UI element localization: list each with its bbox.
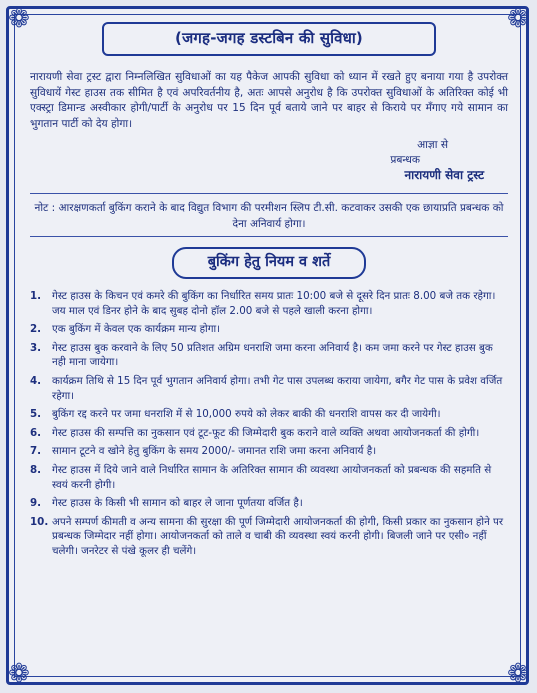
corner-ornament-icon: ❁ [507,4,529,34]
page-title: (जगह-जगह डस्टबिन की सुविधा) [102,22,436,56]
rule-item [30,341,508,370]
rule-number: 2. [30,323,42,336]
signature-line-1: आज्ञा से [417,139,448,151]
rule-number: 7. [30,445,42,458]
corner-ornament-icon: ❁ [507,659,529,689]
divider [30,236,508,237]
rule-item [30,426,508,441]
rule-text: गेस्ट हाउस की सम्पत्ति का नुकसान एवं टूट-फूट की जिम्मेदारी बुक कराने वाले व्यक्ति अथवा आयोजनकर्ता की होगी। [52,426,480,439]
rules-list [30,289,508,559]
rule-number: 8. [30,463,42,476]
rule-item [30,463,508,492]
rule-number: 3. [30,341,42,354]
rule-item [30,407,508,422]
rule-number: 10. [30,515,49,528]
rule-text: गेस्ट हाउस के किचन एवं कमरे की बुकिंग का निर्धारित समय प्रातः 10:00 बजे से दूसरे दिन प्रातः 8.00 बजे तक रहेगा। जय माल एवं डिनर होने के बाद सुबह दोनो हॉल 2.00 बजे से पहले खाली करना होगा। [52,290,496,317]
rule-number: 5. [30,408,42,421]
signature-line-2: प्रबन्धक [390,154,420,166]
corner-ornament-icon: ❁ [8,659,30,689]
rule-number: 1. [30,290,42,302]
intro-paragraph: नारायणी सेवा ट्रस्ट द्वारा निम्नलिखित सुविधाओं का यह पैकेज आपकी सुविधा को ध्यान में रखते हुए बनाया गया है उपरोक्त सुविधायें गेस्ट हाउस तक सीमित है एवं अपरिवर्तनीय है, अतः आपसे अनुरोध है कि उपरोक्त सुविधाओं के अतिरिक्त कोई भी एक्स्ट्रा डिमान्ड अस्वीकार होगी/पार्टी के अनुरोध पर 15 दिन पूर्व बताये जाने पर बाहर से किराये पर मँगाए गये सामान का भुगतान पार्टी को देय होगा। [30,71,508,130]
rules-heading: बुकिंग हेतु नियम व शर्ते [172,247,366,279]
rule-text: गेस्ट हाउस के किसी भी सामान को बाहर ले जाना पूर्णतया वर्जित है। [52,497,303,510]
corner-ornament-icon: ❁ [8,4,30,34]
note-section [30,193,508,237]
rule-item [30,374,508,403]
rule-item [30,444,508,459]
rule-text: एक बुकिंग में केवल एक कार्यक्रम मान्य होगा। [52,323,221,336]
rule-text: सामान टूटने व खोने हेतु बुकिंग के समय 2000/- जमानत राशि जमा करना अनिवार्य है। [52,445,377,458]
rule-number: 9. [30,497,42,510]
rule-item [30,289,508,318]
rule-text: बुकिंग रद्द करने पर जमा धनराशि में से 10,000 रुपये को लेकर बाकी की धनराशि वापस कर दी जायेगी। [52,408,441,421]
document-body [30,22,508,563]
rule-text: गेस्ट हाउस में दिये जाने वाले निर्धारित सामान के अतिरिक्त सामान की व्यवस्था आयोजनकर्ता को प्रबन्धक की सहमति से स्वयं करनी होगी। [52,463,492,491]
rule-item [30,322,508,337]
rule-item [30,496,508,511]
rule-item [30,515,508,559]
signature-org: नारायणी सेवा ट्रस्ट [404,168,484,182]
note-text: नोट : आरक्षणकर्ता बुकिंग कराने के बाद विद्युत विभाग की परमीशन स्लिप टी.सी. कटवाकर उसकी एक छायाप्रति प्रबन्धक को देना अनिवार्य होगा। [34,202,504,230]
rule-text: गेस्ट हाउस बुक करवाने के लिए 50 प्रतिशत अग्रिम धनराशि जमा करना अनिवार्य है। कम जमा करने पर गेस्ट हाउस बुक नही माना जायेगा। [52,341,493,369]
rule-number: 4. [30,374,42,387]
signature-block [30,138,508,183]
rule-text: अपने सम्पर्ण कीमती व अन्य सामना की सुरक्षा की पूर्ण जिम्मेदारी आयोजनकर्ता की होगी, किसी प्रकार का नुकसान होने पर प्रबन्धक जिम्मेदार नहीं होगा। आयोजनकर्ता को ताले व चाबी की व्यवस्था स्वयं करनी होगी। बिजली जाने पर एसी० नहीं चलेगी। जनरेटर से पंखे कूलर ही चलेंगे। [52,515,504,557]
rule-text: कार्यक्रम तिथि से 15 दिन पूर्व भुगतान अनिवार्य होगा। तभी गेट पास उपलब्ध कराया जायेगा, बगैर गेट पास के प्रवेश वर्जित रहेगा। [52,374,503,402]
rule-number: 6. [30,426,42,439]
